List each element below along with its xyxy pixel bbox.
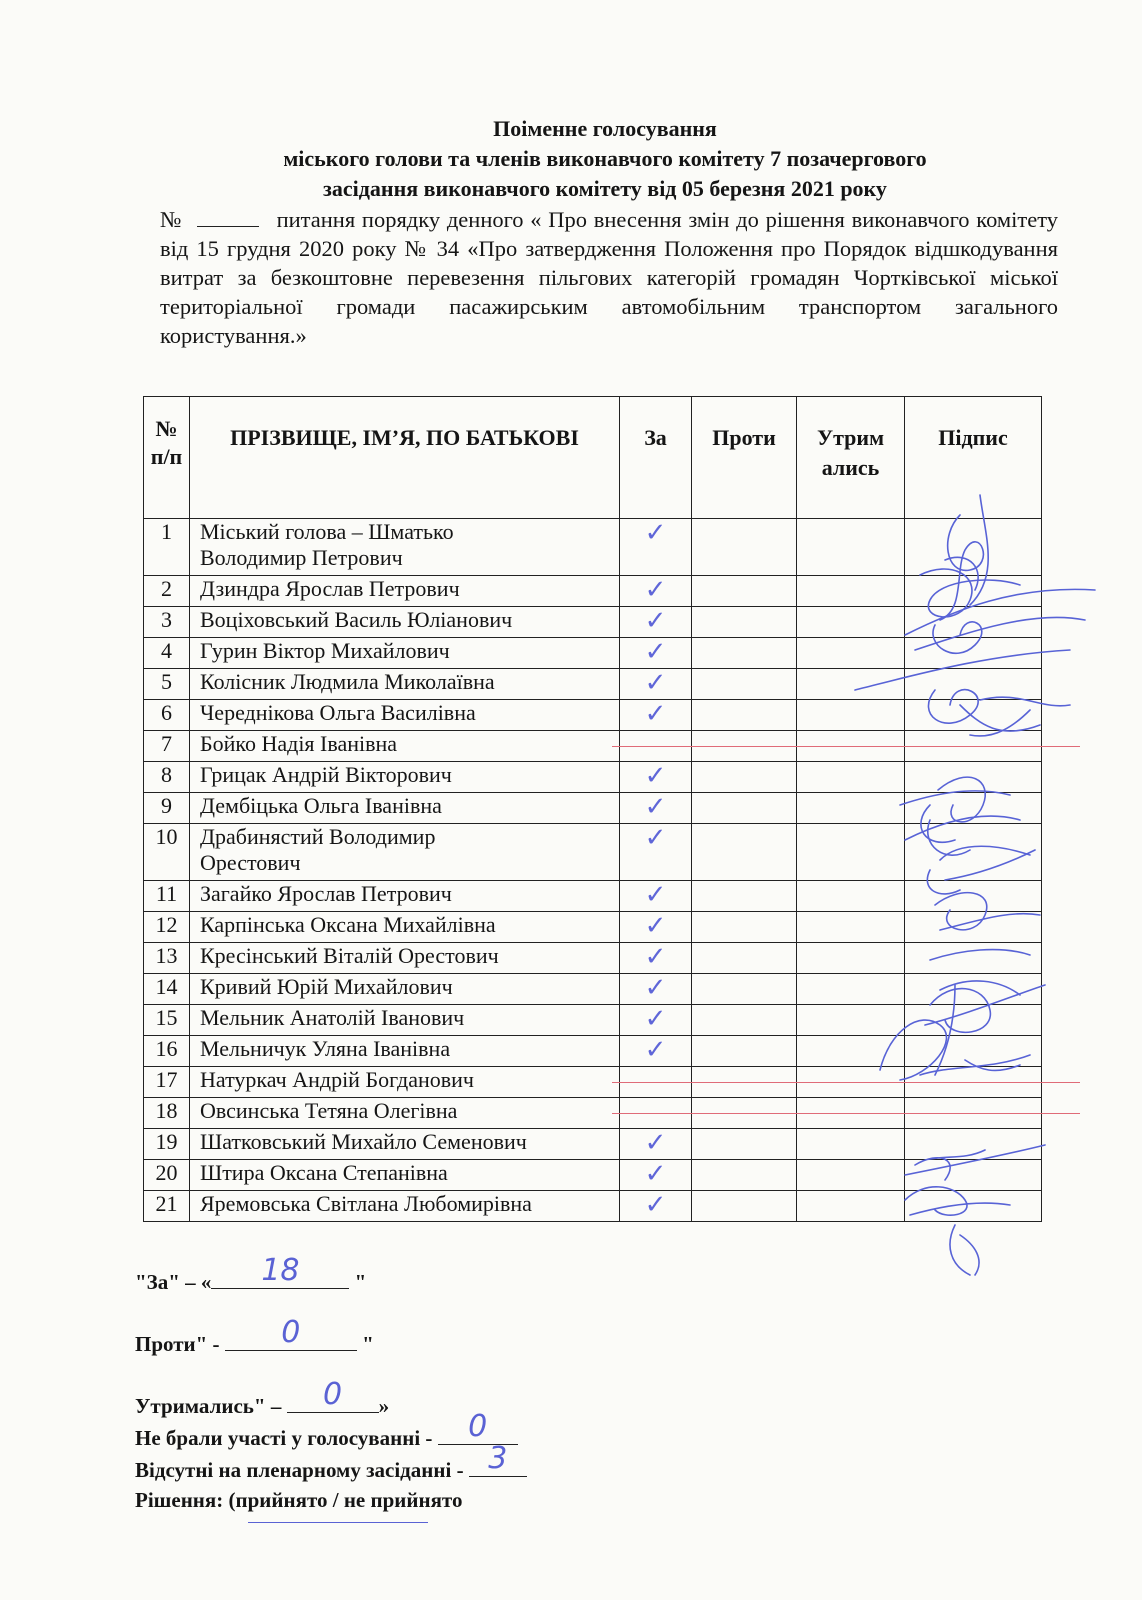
summary-abstain-value: 0 [323,1377,343,1412]
member-name: Дзиндра Ярослав Петрович [190,576,620,607]
signature-cell [905,881,1042,912]
table-row [144,669,1042,700]
member-name: Мельничук Уляна Іванівна [190,1036,620,1067]
table-row [144,1036,1042,1067]
table-row [144,824,1042,881]
row-number: 6 [144,700,190,731]
vote-against-cell [692,943,797,974]
table-row [144,1129,1042,1160]
signature-cell [905,1129,1042,1160]
summary-against-label: Проти" - [135,1332,225,1356]
signature-cell [905,669,1042,700]
row-number: 14 [144,974,190,1005]
vote-for-cell [620,974,692,1005]
row-number: 8 [144,762,190,793]
signature-cell [905,912,1042,943]
absent-strike-line [612,1113,1081,1114]
check-mark-icon: ✓ [644,880,667,910]
row-number: 5 [144,669,190,700]
vote-for-cell [620,638,692,669]
vote-for-cell [620,793,692,824]
member-name: Міський голова – Шматько Володимир Петрович [190,519,620,576]
agenda-number-blank [197,210,259,227]
vote-against-cell [692,1191,797,1222]
vote-for-cell [620,762,692,793]
vote-against-cell [692,762,797,793]
summary-for-value: 18 [261,1253,300,1288]
row-number: 18 [144,1098,190,1129]
signature-cell [905,1191,1042,1222]
signature-cell [905,762,1042,793]
check-mark-icon: ✓ [644,575,667,605]
vote-abstain-cell [797,943,905,974]
check-mark-icon: ✓ [644,606,667,636]
member-name: Натуркач Андрій Богданович [190,1067,620,1098]
check-mark-icon: ✓ [644,1159,667,1189]
vote-abstain-cell [797,1129,905,1160]
header-number: № п/п [144,397,190,519]
vote-abstain-cell [797,824,905,881]
check-mark-icon: ✓ [644,761,667,791]
absent-strike-line [612,746,1081,747]
member-name: Череднікова Ольга Василівна [190,700,620,731]
vote-against-cell [692,1160,797,1191]
agenda-item [160,205,1058,350]
heading-line-1: Поіменне голосування [493,116,717,141]
summary-absent-field [469,1441,527,1477]
member-name: Колісник Людмила Миколаївна [190,669,620,700]
header-against: Проти [692,397,797,519]
summary-absent-value: 3 [488,1441,508,1476]
member-name: Штира Оксана Степанівна [190,1160,620,1191]
member-name: Грицак Андрій Вікторович [190,762,620,793]
absent-strike-line [612,1082,1081,1083]
row-number: 20 [144,1160,190,1191]
vote-against-cell [692,519,797,576]
member-name: Яремовська Світлана Любомирівна [190,1191,620,1222]
summary-decision-label: Рішення: (прийнято / не прийнято [135,1488,463,1512]
summary-decision [135,1488,462,1513]
vote-abstain-cell [797,881,905,912]
summary-for [135,1253,367,1295]
summary-abstain-close: » [378,1394,390,1418]
summary-for-close: " [349,1270,367,1294]
check-mark-icon: ✓ [644,1190,667,1220]
decision-underline [248,1522,428,1523]
check-mark-icon: ✓ [644,637,667,667]
heading-line-3: засідання виконавчого комітету від 05 березня 2021 року [323,176,887,201]
vote-abstain-cell [797,1191,905,1222]
row-number: 9 [144,793,190,824]
summary-against-field [225,1315,357,1351]
vote-against-cell [692,881,797,912]
member-name: Карпінська Оксана Михайлівна [190,912,620,943]
signature-cell [905,638,1042,669]
member-name: Кресінський Віталій Орестович [190,943,620,974]
vote-for-cell [620,576,692,607]
row-number: 13 [144,943,190,974]
check-mark-icon: ✓ [644,823,667,853]
member-name: Мельник Анатолій Іванович [190,1005,620,1036]
vote-abstain-cell [797,974,905,1005]
header-signature: Підпис [905,397,1042,519]
signature-cell [905,700,1042,731]
check-mark-icon: ✓ [644,518,667,548]
row-number: 16 [144,1036,190,1067]
summary-against-close: " [356,1332,374,1356]
row-number: 15 [144,1005,190,1036]
summary-absent [135,1441,527,1483]
agenda-text: питання порядку денного « Про внесення змін до рішення виконавчого комітету від 15 грудня 2020 року № 34 «Про затвердження Положення про Порядок відшкодування витрат за безкоштовне перевезення пільгових категорій громадян Чортківської міської територіальної громади пасажирським автомобільним транспортом загального користування.» [160,207,1058,348]
row-number: 21 [144,1191,190,1222]
table-row [144,762,1042,793]
check-mark-icon: ✓ [644,942,667,972]
table-row [144,638,1042,669]
voting-table [143,396,1042,1222]
signature-cell [905,519,1042,576]
table-row [144,1160,1042,1191]
member-name: Бойко Надія Іванівна [190,731,620,762]
vote-for-cell [620,700,692,731]
vote-abstain-cell [797,576,905,607]
vote-abstain-cell [797,912,905,943]
vote-abstain-cell [797,519,905,576]
vote-abstain-cell [797,607,905,638]
check-mark-icon: ✓ [644,911,667,941]
vote-against-cell [692,638,797,669]
table-row [144,1005,1042,1036]
vote-abstain-cell [797,1005,905,1036]
table-row [144,576,1042,607]
summary-not-voted-value: 0 [468,1409,488,1444]
vote-against-cell [692,1005,797,1036]
vote-abstain-cell [797,793,905,824]
vote-against-cell [692,1129,797,1160]
vote-against-cell [692,1036,797,1067]
summary-abstain-label: Утримались" – [135,1394,287,1418]
vote-against-cell [692,824,797,881]
vote-for-cell [620,1191,692,1222]
header-name: ПРІЗВИЩЕ, ІМ’Я, ПО БАТЬКОВІ [190,397,620,519]
vote-for-cell [620,1005,692,1036]
header-for: За [620,397,692,519]
summary-abstain-field [287,1377,379,1413]
row-number: 4 [144,638,190,669]
vote-against-cell [692,700,797,731]
signature-cell [905,943,1042,974]
check-mark-icon: ✓ [644,973,667,1003]
signature-cell [905,824,1042,881]
table-row [144,1191,1042,1222]
summary-against [135,1315,374,1357]
check-mark-icon: ✓ [644,1035,667,1065]
check-mark-icon: ✓ [644,1004,667,1034]
heading-line-2: міського голови та членів виконавчого комітету 7 позачергового [283,146,927,171]
member-name: Кривий Юрій Михайлович [190,974,620,1005]
table-row [144,943,1042,974]
vote-abstain-cell [797,1160,905,1191]
vote-abstain-cell [797,1036,905,1067]
vote-against-cell [692,669,797,700]
vote-abstain-cell [797,638,905,669]
vote-abstain-cell [797,762,905,793]
check-mark-icon: ✓ [644,699,667,729]
signature-cell [905,1036,1042,1067]
table-row [144,974,1042,1005]
member-name: Овсинська Тетяна Олегівна [190,1098,620,1129]
vote-for-cell [620,943,692,974]
row-number: 17 [144,1067,190,1098]
row-number: 3 [144,607,190,638]
vote-for-cell [620,912,692,943]
vote-against-cell [692,974,797,1005]
row-number: 12 [144,912,190,943]
row-number: 1 [144,519,190,576]
document-heading [150,114,1060,204]
vote-against-cell [692,607,797,638]
vote-against-cell [692,576,797,607]
table-row [144,793,1042,824]
check-mark-icon: ✓ [644,668,667,698]
vote-for-cell [620,607,692,638]
row-number: 19 [144,1129,190,1160]
summary-for-label: "За" – « [135,1270,212,1294]
summary-not-voted-label: Не брали участі у голосуванні - [135,1426,438,1450]
signature-cell [905,793,1042,824]
summary-absent-label: Відсутні на пленарному засіданні - [135,1458,469,1482]
check-mark-icon: ✓ [644,792,667,822]
member-name: Шатковський Михайло Семенович [190,1129,620,1160]
row-number: 11 [144,881,190,912]
table-body [144,519,1042,1222]
check-mark-icon: ✓ [644,1128,667,1158]
summary-not-voted [135,1409,518,1451]
table-header-row [144,397,1042,519]
vote-for-cell [620,824,692,881]
vote-abstain-cell [797,700,905,731]
member-name: Воціховський Василь Юліанович [190,607,620,638]
member-name: Гурин Віктор Михайлович [190,638,620,669]
row-number: 7 [144,731,190,762]
row-number: 2 [144,576,190,607]
signature-cell [905,974,1042,1005]
signature-cell [905,607,1042,638]
signature-cell [905,576,1042,607]
vote-abstain-cell [797,669,905,700]
vote-for-cell [620,1036,692,1067]
table-row [144,881,1042,912]
header-abstain: Утрим ались [797,397,905,519]
signature-cell [905,1160,1042,1191]
agenda-number-label: № [160,207,183,232]
summary-for-field [211,1253,349,1289]
table-row [144,700,1042,731]
table-row [144,607,1042,638]
summary-against-value: 0 [281,1315,301,1350]
row-number: 10 [144,824,190,881]
member-name: Драбинястий Володимир Орестович [190,824,620,881]
table-row [144,912,1042,943]
vote-against-cell [692,793,797,824]
vote-for-cell [620,1129,692,1160]
vote-for-cell [620,519,692,576]
summary-abstain [135,1377,390,1419]
vote-for-cell [620,881,692,912]
vote-against-cell [692,912,797,943]
signature-cell [905,1005,1042,1036]
vote-for-cell [620,1160,692,1191]
member-name: Загайко Ярослав Петрович [190,881,620,912]
member-name: Дембіцька Ольга Іванівна [190,793,620,824]
vote-for-cell [620,669,692,700]
table-row [144,519,1042,576]
